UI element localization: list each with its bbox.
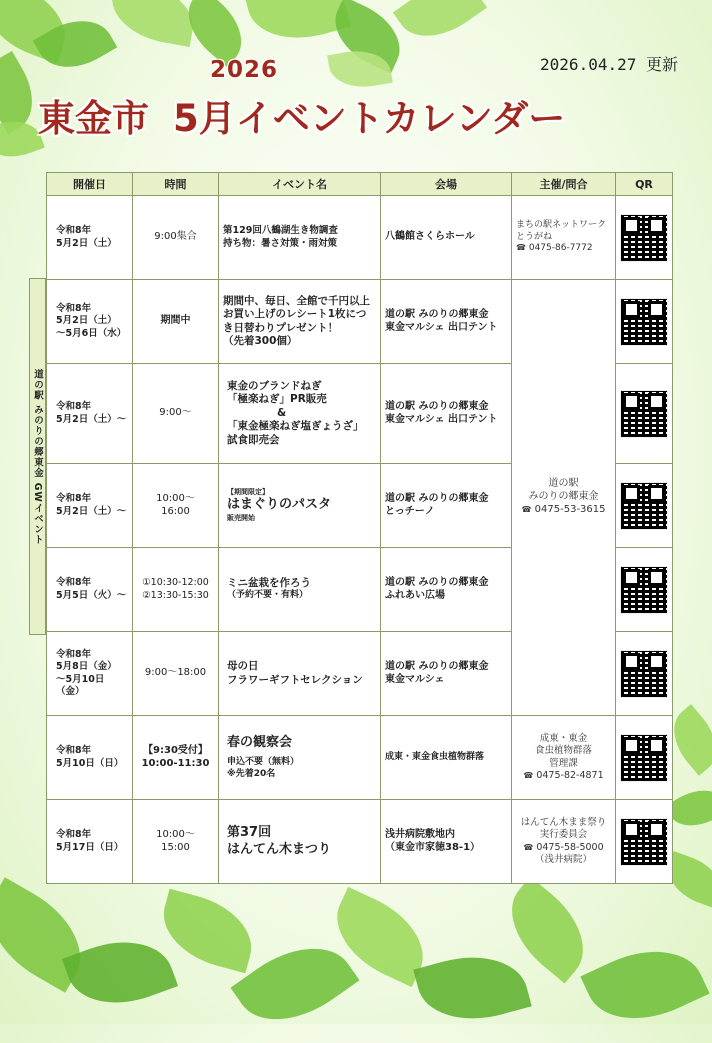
phone-icon: ☎ — [523, 770, 534, 780]
event-name: 東金のブランドねぎ 「極楽ねぎ」PR販売 & 「東金極楽ねぎ塩ぎょうざ」 試食即売会 — [219, 364, 381, 464]
qr-code-icon[interactable] — [620, 298, 668, 346]
event-name: 第37回 はんてん木まつり — [219, 800, 381, 884]
event-calendar — [46, 172, 672, 884]
qr-code-icon[interactable] — [620, 650, 668, 698]
event-venue: 道の駅 みのりの郷東金 とっチーノ — [381, 464, 512, 548]
qr-code-icon[interactable] — [620, 214, 668, 262]
event-name: 期間中、毎日、全館で千円以上 お買い上げのレシート1枚につ き日替わりプレゼント！ （先着300個） — [219, 280, 381, 364]
event-name: ミニ盆栽を作ろう （予約不要・有料） — [219, 548, 381, 632]
event-venue: 道の駅 みのりの郷東金 東金マルシェ 出口テント — [381, 364, 512, 464]
qr-cell — [616, 716, 673, 800]
event-name: 【期間限定】 はまぐりのパスタ 販売開始 — [219, 464, 381, 548]
event-organizer: 成東・東金 食虫植物群落 管理課 ☎ 0475-82-4871 — [512, 716, 616, 800]
title-year: 2026 — [210, 57, 279, 83]
header-event: イベント名 — [219, 173, 381, 196]
event-name: 第129回八鶴湖生き物調査 持ち物：暑さ対策・雨対策 — [219, 196, 381, 280]
qr-code-icon[interactable] — [620, 566, 668, 614]
updated-date: 2026.04.27 更新 — [540, 55, 678, 74]
qr-cell — [616, 464, 673, 548]
event-venue: 道の駅 みのりの郷東金 東金マルシェ 出口テント — [381, 280, 512, 364]
phone-icon: ☎ — [516, 243, 526, 253]
event-organizer: はんてん木まま祭り 実行委員会 ☎ 0475-58-5000 （浅井病院） — [512, 800, 616, 884]
qr-cell — [616, 800, 673, 884]
event-name: 母の日 フラワーギフトセレクション — [219, 632, 381, 716]
event-date: 令和8年 5月2日（土）～ — [47, 464, 133, 548]
qr-cell — [616, 196, 673, 280]
header-time: 時間 — [133, 173, 219, 196]
page-title — [38, 88, 565, 142]
event-date: 令和8年 5月2日（土）～ — [47, 364, 133, 464]
qr-cell — [616, 364, 673, 464]
table-row — [47, 280, 673, 364]
event-date: 令和8年 5月2日（土） ～5月6日（水） — [47, 280, 133, 364]
qr-code-icon[interactable] — [620, 390, 668, 438]
qr-cell — [616, 548, 673, 632]
qr-code-icon[interactable] — [620, 482, 668, 530]
event-date: 令和8年 5月8日（金） ～5月10日（金） — [47, 632, 133, 716]
event-date: 令和8年 5月17日（日） — [47, 800, 133, 884]
table-row — [47, 196, 673, 280]
event-time: 【9:30受付】 10:00-11:30 — [133, 716, 219, 800]
event-venue: 道の駅 みのりの郷東金 ふれあい広場 — [381, 548, 512, 632]
event-time: ①10:30-12:00 ②13:30-15:30 — [133, 548, 219, 632]
event-venue: 道の駅 みのりの郷東金 東金マルシェ — [381, 632, 512, 716]
header-date: 開催日 — [47, 173, 133, 196]
phone-icon: ☎ — [523, 842, 534, 852]
event-venue: 成東・東金食虫植物群落 — [381, 716, 512, 800]
event-date: 令和8年 5月10日（日） — [47, 716, 133, 800]
event-time: 9:00～18:00 — [133, 632, 219, 716]
event-venue: 浅井病院敷地内 （東金市家徳38-1） — [381, 800, 512, 884]
qr-cell — [616, 632, 673, 716]
header-venue: 会場 — [381, 173, 512, 196]
calendar-table — [46, 172, 673, 884]
title-city: 東金市 — [38, 97, 149, 140]
header-organizer: 主催/問合 — [512, 173, 616, 196]
qr-code-icon[interactable] — [620, 734, 668, 782]
event-time: 10:00～ 16:00 — [133, 464, 219, 548]
table-row — [47, 716, 673, 800]
event-time: 9:00～ — [133, 364, 219, 464]
qr-code-icon[interactable] — [620, 818, 668, 866]
event-time: 期間中 — [133, 280, 219, 364]
gw-event-side-label: 道の駅 みのりの郷東金 GWイベント — [29, 278, 46, 635]
phone-icon: ☎ — [521, 504, 532, 514]
event-venue: 八鶴館さくらホール — [381, 196, 512, 280]
table-row — [47, 800, 673, 884]
event-date: 令和8年 5月5日（火）～ — [47, 548, 133, 632]
qr-cell — [616, 280, 673, 364]
shared-organizer: 道の駅 みのりの郷東金 ☎ 0475-53-3615 — [512, 280, 616, 716]
event-name: 春の観察会 申込不要（無料） ※先着20名 — [219, 716, 381, 800]
table-header-row — [47, 173, 673, 196]
title-event: 5月イベントカレンダー — [173, 97, 566, 140]
event-time: 9:00集合 — [133, 196, 219, 280]
header-qr: QR — [616, 173, 673, 196]
event-organizer: まちの駅ネットワーク とうがね ☎ 0475-86-7772 — [512, 196, 616, 280]
event-date: 令和8年 5月2日（土） — [47, 196, 133, 280]
event-time: 10:00～ 15:00 — [133, 800, 219, 884]
